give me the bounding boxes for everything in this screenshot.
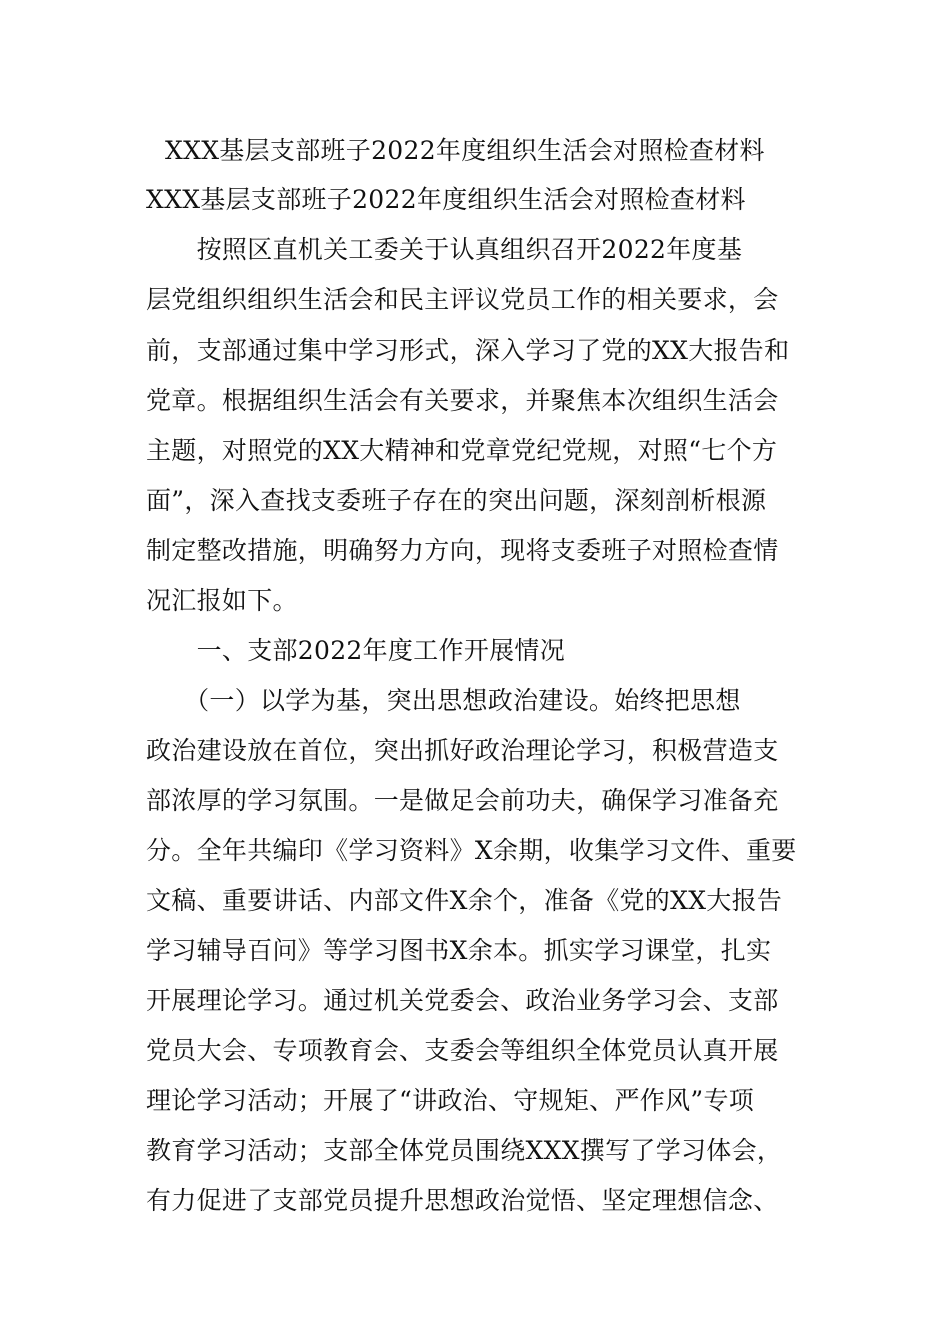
- intro-line-7: 制定整改措施，明确努力方向，现将支委班子对照检查情: [146, 536, 779, 565]
- section-line-11: 有力促进了支部党员提升思想政治觉悟、坚定理想信念、: [146, 1186, 779, 1215]
- document-title: XXX基层支部班子2022年度组织生活会对照检查材料: [165, 136, 765, 165]
- section-line-9: 理论学习活动；开展了“讲政治、守规矩、严作风”专项: [146, 1086, 755, 1115]
- intro-line-2: 层党组织组织生活会和民主评议党员工作的相关要求，会: [146, 285, 779, 314]
- intro-line-6: 面”，深入查找支委班子存在的突出问题，深刻剖析根源: [146, 486, 767, 515]
- intro-line-4: 党章。根据组织生活会有关要求，并聚焦本次组织生活会: [146, 386, 779, 415]
- document-title-repeat: XXX基层支部班子2022年度组织生活会对照检查材料: [146, 185, 746, 214]
- section-heading: 一、支部2022年度工作开展情况: [146, 636, 566, 665]
- section-line-3: 部浓厚的学习氛围。一是做足会前功夫，确保学习准备充: [146, 786, 779, 815]
- intro-line-5: 主题，对照党的XX大精神和党章党纪党规，对照“七个方: [146, 436, 778, 465]
- section-line-8: 党员大会、专项教育会、支委会等组织全体党员认真开展: [146, 1036, 779, 1065]
- intro-line-8: 况汇报如下。: [146, 586, 298, 615]
- section-line-1: （一）以学为基，突出思想政治建设。始终把思想: [146, 686, 741, 715]
- section-line-7: 开展理论学习。通过机关党委会、政治业务学习会、支部: [146, 986, 779, 1015]
- section-line-4: 分。全年共编印《学习资料》X余期，收集学习文件、重要: [146, 836, 797, 865]
- intro-line-1: 按照区直机关工委关于认真组织召开2022年度基: [146, 235, 743, 264]
- section-line-5: 文稿、重要讲话、内部文件X余个，准备《党的XX大报告: [146, 886, 783, 915]
- intro-line-3: 前，支部通过集中学习形式，深入学习了党的XX大报告和: [146, 336, 790, 365]
- section-line-10: 教育学习活动；支部全体党员围绕XXX撰写了学习体会，: [146, 1136, 783, 1165]
- section-line-2: 政治建设放在首位，突出抓好政治理论学习，积极营造支: [146, 736, 779, 765]
- section-line-6: 学习辅导百问》等学习图书X余本。抓实学习课堂，扎实: [146, 936, 772, 965]
